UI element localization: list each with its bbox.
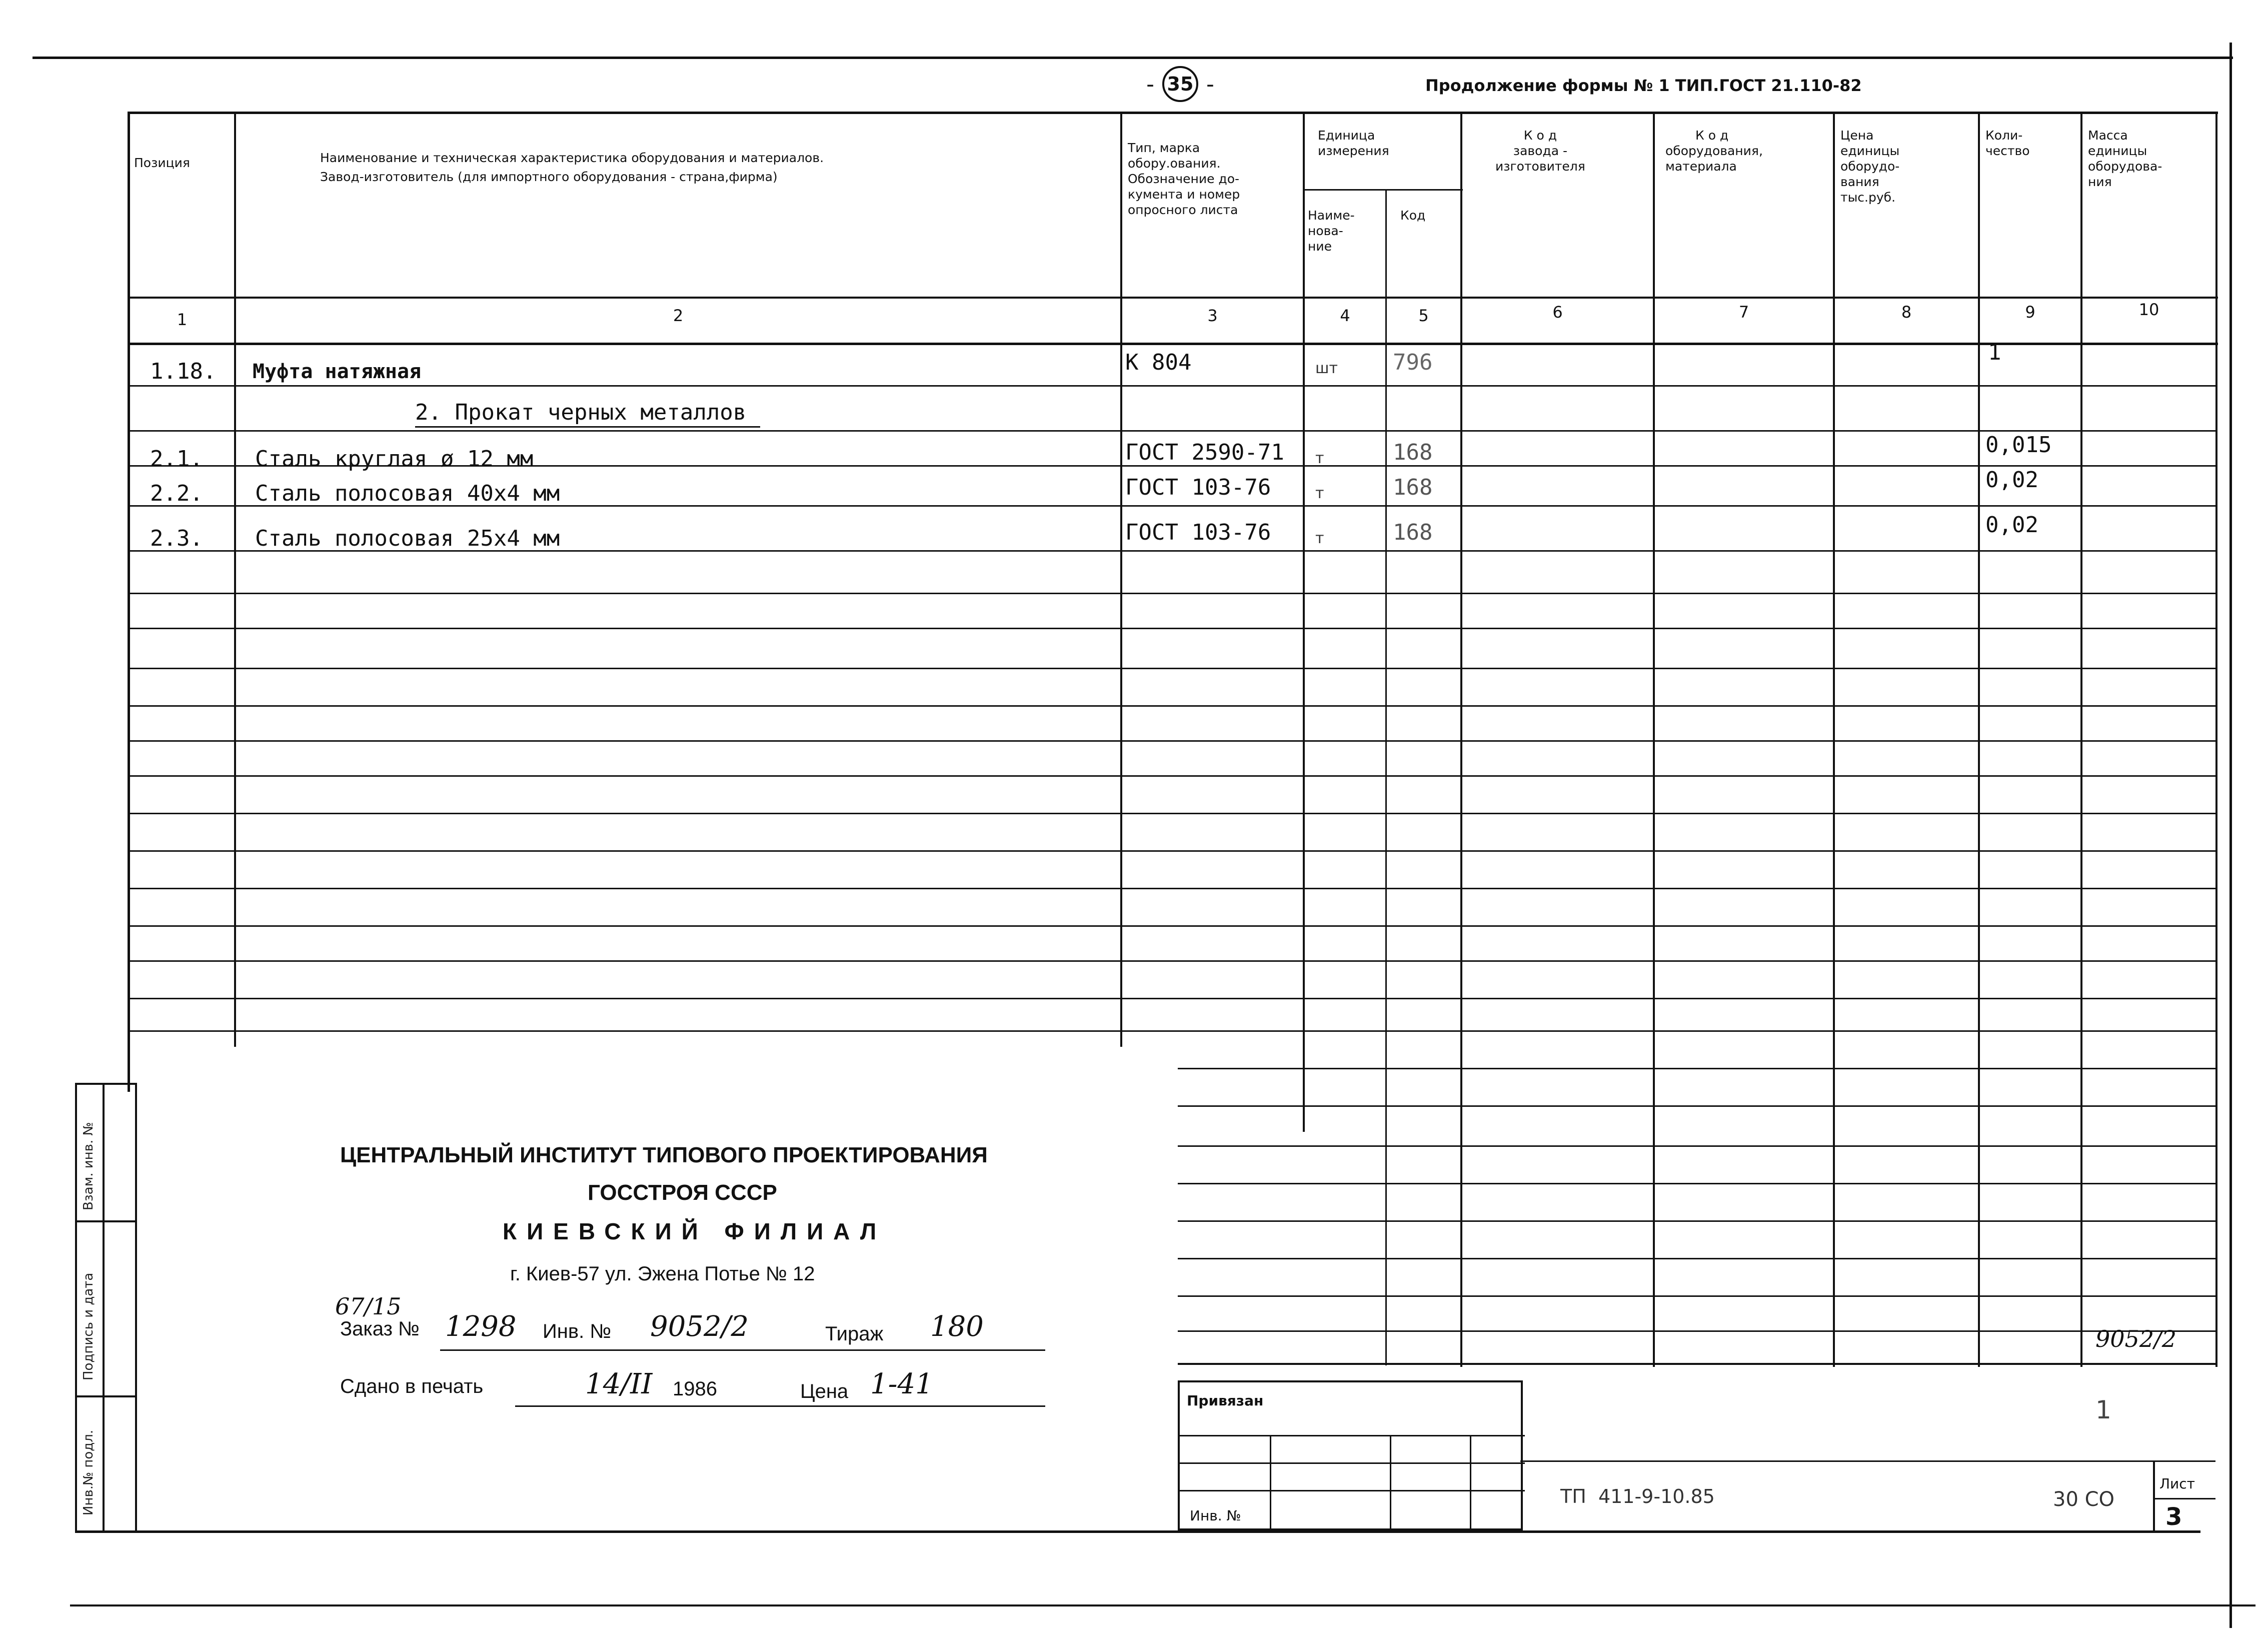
- table-row-line: [130, 593, 2215, 594]
- header-price: Цена единицы оборудо- вания тыс.руб.: [1840, 128, 1900, 205]
- linked-line-1: [1180, 1435, 1525, 1436]
- row-code: 168: [1393, 440, 1433, 465]
- row-unit: т: [1315, 485, 1324, 502]
- stamp-row-line: [1178, 1330, 2215, 1332]
- colnum-9: 9: [2025, 303, 2035, 322]
- colnum-6: 6: [1552, 303, 1563, 322]
- stamp-sheet-code: 30 СО: [2053, 1488, 2115, 1511]
- table-row-line: [130, 925, 2215, 927]
- stamp-top-line: [1178, 1363, 2215, 1365]
- table-row-line: [130, 430, 2215, 432]
- linked-vline-3: [1470, 1435, 1471, 1532]
- order-prefix: 67/15: [335, 1293, 402, 1320]
- header-bottom-line: [128, 297, 2218, 299]
- col-line-6: [1653, 112, 1655, 1367]
- bottom-page-rule: [70, 1604, 2255, 1606]
- print-underline: [515, 1405, 1045, 1407]
- header-unit-code: Код: [1400, 208, 1426, 223]
- section-underline: [415, 426, 760, 428]
- page-number-value: 35: [1162, 66, 1198, 102]
- colnum-1: 1: [177, 310, 188, 329]
- right-page-edge: [2229, 43, 2232, 1628]
- page-number: - 35 -: [1140, 64, 1220, 104]
- row-unit: шт: [1315, 360, 1338, 377]
- institute-address: г. Киев-57 ул. Эжена Потье № 12: [510, 1263, 815, 1285]
- row-qty: 0,02: [1985, 512, 2038, 538]
- header-type-line: Обозначение до-: [1128, 172, 1240, 186]
- header-name-line1: Наименование и техническая характеристика оборудования и материалов.: [320, 151, 824, 165]
- header-type: [1128, 140, 1240, 218]
- form-note: Продолжение формы № 1 ТИП.ГОСТ 21.110-82: [1425, 76, 1862, 95]
- row-name: Муфта натяжная: [253, 360, 422, 383]
- institute-line2: ГОССТРОЯ СССР: [588, 1180, 777, 1205]
- stamp-row-line: [1178, 1183, 2215, 1184]
- table-row-line: [130, 668, 2215, 669]
- table-row-line: [130, 813, 2215, 814]
- linked-inv-label: Инв. №: [1190, 1507, 1241, 1524]
- table-row-line: [130, 385, 2215, 387]
- col-line-10: [2215, 112, 2217, 1367]
- col-line-4: [1385, 190, 1387, 1365]
- header-type-line: Тип, марка: [1128, 141, 1200, 155]
- price-value: 1-41: [870, 1368, 933, 1400]
- inv-number: 9052/2: [650, 1310, 749, 1343]
- side-strip-right: [103, 1083, 105, 1533]
- stamp-row-line: [1178, 1295, 2215, 1297]
- order-number: 1298: [445, 1310, 517, 1343]
- header-type-line: опросного листа: [1128, 203, 1238, 217]
- col-line-8: [1978, 112, 1980, 1367]
- print-year: 1986: [673, 1378, 717, 1400]
- header-position: Позиция: [134, 156, 190, 170]
- order-label: Заказ №: [340, 1318, 420, 1340]
- row-code: 168: [1393, 475, 1433, 500]
- unit-subheader-line: [1303, 189, 1463, 191]
- stamp-mid-line: [1520, 1460, 2215, 1462]
- header-quantity: Коли- чество: [1985, 128, 2030, 158]
- stamp-sheet-label: Лист: [2159, 1475, 2195, 1492]
- stamp-sheet-mid: [2153, 1498, 2215, 1499]
- row-pos: 2.3.: [150, 526, 203, 551]
- row-qty: 0,02: [1985, 467, 2038, 493]
- side-strip-top: [75, 1083, 135, 1085]
- table-row-line: [130, 775, 2215, 777]
- table-top-border: [128, 112, 2218, 114]
- stamp-row-line: [1178, 1145, 2215, 1147]
- side-strip-left: [75, 1083, 77, 1533]
- stamp-row-line: [1178, 1258, 2215, 1259]
- print-date: 14/II: [585, 1368, 653, 1400]
- row-code: 168: [1393, 520, 1433, 545]
- table-row-line: [130, 850, 2215, 852]
- header-equipment-code: К о д оборудования, материала: [1665, 128, 1763, 174]
- table-left-border: [128, 112, 130, 1092]
- col-line-2: [1120, 112, 1122, 1047]
- stamp-inv-right: 9052/2: [2095, 1325, 2176, 1352]
- row-qty: 1: [1988, 340, 2001, 365]
- stamp-mark: 1: [2095, 1395, 2111, 1424]
- linked-box: [1178, 1380, 1523, 1530]
- row-type: ГОСТ 2590-71: [1125, 440, 1284, 465]
- stamp-doc-code: ТП 411-9-10.85: [1560, 1485, 1715, 1507]
- linked-vline-2: [1390, 1435, 1391, 1532]
- col-line-3: [1303, 112, 1305, 1132]
- linked-vline-1: [1270, 1435, 1271, 1532]
- price-label: Цена: [800, 1380, 849, 1402]
- stamp-sheet-left: [2153, 1460, 2155, 1533]
- table-row-line: [130, 960, 2215, 962]
- stamp-row-line: [1178, 1068, 2215, 1069]
- side-strip-div2: [75, 1395, 135, 1397]
- table-row-line: [130, 740, 2215, 742]
- table-row-line: [130, 628, 2215, 629]
- side-strip-div1: [75, 1220, 135, 1222]
- header-type-line: кумента и номер: [1128, 187, 1240, 202]
- row-pos: 2.1.: [150, 446, 203, 472]
- table-row-line: [130, 705, 2215, 707]
- table-row-line: [130, 888, 2215, 889]
- row-unit: т: [1315, 450, 1324, 467]
- col-line-5: [1460, 112, 1462, 1367]
- row-qty: 0,015: [1985, 432, 2052, 458]
- row-unit: т: [1315, 530, 1324, 547]
- institute-line3: КИЕВСКИЙ ФИЛИАЛ: [503, 1218, 887, 1244]
- row-code: 796: [1393, 350, 1433, 375]
- colnum-10: 10: [2138, 300, 2159, 319]
- colnum-4: 4: [1340, 306, 1350, 325]
- side-label-inv-orig: Инв.№ подл.: [81, 1429, 96, 1515]
- side-label-sign-date: Подпись и дата: [81, 1272, 96, 1380]
- colnum-7: 7: [1738, 303, 1749, 322]
- stamp-sheet-number: 3: [2165, 1503, 2182, 1531]
- col-line-7: [1833, 112, 1835, 1367]
- header-unit-name: Наиме- нова- ние: [1308, 208, 1355, 254]
- circulation-value: 180: [930, 1310, 984, 1343]
- col-line-1: [234, 112, 236, 1047]
- row-name: Сталь полосовая 40х4 мм: [255, 481, 560, 506]
- linked-line-2: [1180, 1462, 1525, 1464]
- linked-label: Привязан: [1187, 1392, 1264, 1409]
- header-unit-title: Единица измерения: [1318, 128, 1389, 158]
- row-type: ГОСТ 103-76: [1125, 520, 1271, 545]
- institute-line1: ЦЕНТРАЛЬНЫЙ ИНСТИТУТ ТИПОВОГО ПРОЕКТИРОВАНИЯ: [340, 1143, 988, 1167]
- linked-line-3: [1180, 1490, 1525, 1491]
- table-row-line: [130, 1030, 2215, 1032]
- header-mass: Масса единицы оборудова- ния: [2088, 128, 2162, 189]
- frame-left-lower: [135, 1083, 137, 1533]
- header-factory-code: К о д завода - изготовителя: [1495, 128, 1585, 174]
- row-type: ГОСТ 103-76: [1125, 475, 1271, 500]
- colnum-5: 5: [1418, 306, 1429, 325]
- side-strip-bottom: [75, 1530, 2200, 1533]
- stamp-row-line: [1178, 1220, 2215, 1222]
- colnum-bottom-line: [128, 343, 2218, 345]
- colnum-3: 3: [1207, 306, 1218, 325]
- order-underline: [440, 1349, 1045, 1351]
- row-pos: 1.18.: [150, 359, 217, 384]
- inv-label: Инв. №: [543, 1320, 612, 1342]
- side-label-repl-inv: Взам. инв. №: [81, 1122, 96, 1210]
- colnum-8: 8: [1901, 303, 1912, 322]
- header-name-line2: Завод-изготовитель (для импортного оборудования - страна,фирма): [320, 170, 778, 184]
- row-pos: 2.2.: [150, 481, 203, 506]
- row-section-title: 2. Прокат черных металлов: [415, 400, 747, 425]
- top-page-rule: [33, 57, 2233, 59]
- table-row-line: [130, 998, 2215, 999]
- colnum-2: 2: [673, 306, 684, 325]
- circulation-label: Тираж: [825, 1323, 884, 1345]
- row-type: К 804: [1125, 350, 1192, 375]
- header-type-line: обору.ования.: [1128, 156, 1221, 171]
- row-name: Сталь полосовая 25х4 мм: [255, 526, 560, 551]
- stamp-row-line: [1178, 1105, 2215, 1107]
- row-name: Сталь круглая ø 12 мм: [255, 446, 534, 472]
- print-label: Сдано в печать: [340, 1375, 484, 1397]
